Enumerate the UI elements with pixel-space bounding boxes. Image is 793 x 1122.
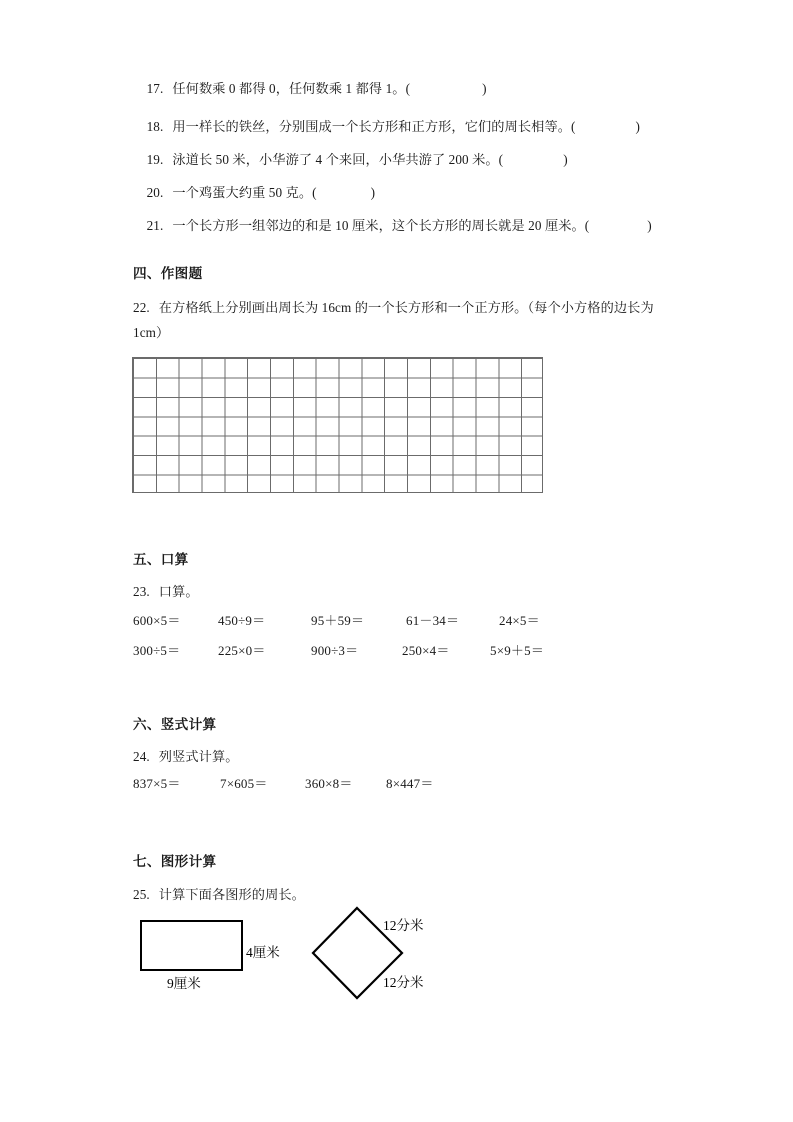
section-heading-vertical: 六、竖式计算 [133, 717, 217, 732]
question-number: 24. [133, 749, 150, 764]
vertical-expression: 837×5＝ [133, 776, 181, 791]
oral-expression: 5×9＋5＝ [490, 643, 545, 658]
vertical-expression: 7×605＝ [220, 776, 268, 791]
section-heading-figures: 七、图形计算 [133, 854, 217, 869]
section-heading-oral: 五、口算 [133, 552, 189, 567]
oral-expression: 450÷9＝ [218, 613, 266, 628]
question-text: 口算。 [158, 584, 199, 599]
oral-row-2 [0, 640, 793, 660]
question-text: 列竖式计算。 [158, 749, 239, 764]
item-text: 一个鸡蛋大约重 50 克。( [172, 184, 317, 200]
item-text: 泳道长 50 米，小华游了 4 个来回，小华共游了 200 米。( [172, 151, 504, 167]
question-number: 25. [133, 887, 150, 902]
question-25 [133, 885, 305, 905]
item-number: 18. [146, 118, 164, 134]
question-number: 23. [133, 584, 150, 599]
question-24 [133, 747, 239, 767]
rectangle-width-label: 9厘米 [167, 976, 201, 991]
answer-paren-close: ) [635, 118, 641, 134]
question-23 [133, 582, 199, 602]
oral-expression: 600×5＝ [133, 613, 181, 628]
question-22 [133, 295, 678, 345]
diamond-lower-right-label: 12分米 [383, 975, 424, 990]
answer-paren-close: ) [370, 184, 376, 200]
oral-expression: 900÷3＝ [311, 643, 359, 658]
section-heading-drawing: 四、作图题 [133, 266, 203, 281]
rectangle-height-label: 4厘米 [246, 945, 280, 960]
vertical-expression: 360×8＝ [305, 776, 353, 791]
diamond-upper-right-label: 12分米 [383, 918, 424, 933]
question-number: 22. [133, 300, 150, 315]
vertical-expression: 8×447＝ [386, 776, 434, 791]
figure-rectangle [140, 920, 243, 971]
oral-expression: 225×0＝ [218, 643, 266, 658]
vertical-row-1 [0, 773, 793, 793]
question-text: 在方格纸上分别画出周长为 16cm 的一个长方形和一个正方形。（每个小方格的边长为 1cm） [133, 300, 654, 341]
item-number: 21. [146, 217, 164, 233]
item-number: 17. [146, 80, 164, 96]
oral-expression: 300÷5＝ [133, 643, 181, 658]
drawing-grid[interactable] [132, 357, 543, 493]
item-text: 一个长方形一组邻边的和是 10 厘米，这个长方形的周长就是 20 厘米。( [172, 217, 590, 233]
question-text: 计算下面各图形的周长。 [158, 887, 305, 902]
item-text: 任何数乘 0 都得 0，任何数乘 1 都得 1。( [172, 80, 411, 96]
oral-row-1 [0, 610, 793, 630]
oral-expression: 24×5＝ [499, 613, 540, 628]
answer-paren-close: ) [482, 80, 487, 96]
item-number: 19. [146, 151, 164, 167]
oral-expression: 250×4＝ [402, 643, 450, 658]
answer-paren-close: ) [647, 217, 652, 233]
oral-expression: 95＋59＝ [311, 613, 365, 628]
item-number: 20. [146, 184, 164, 200]
item-text: 用一样长的铁丝，分别围成一个长方形和正方形，它们的周长相等。( [172, 118, 576, 134]
true-false-item-21 [133, 199, 652, 252]
answer-paren-close: ) [563, 151, 568, 167]
oral-expression: 61－34＝ [406, 613, 460, 628]
